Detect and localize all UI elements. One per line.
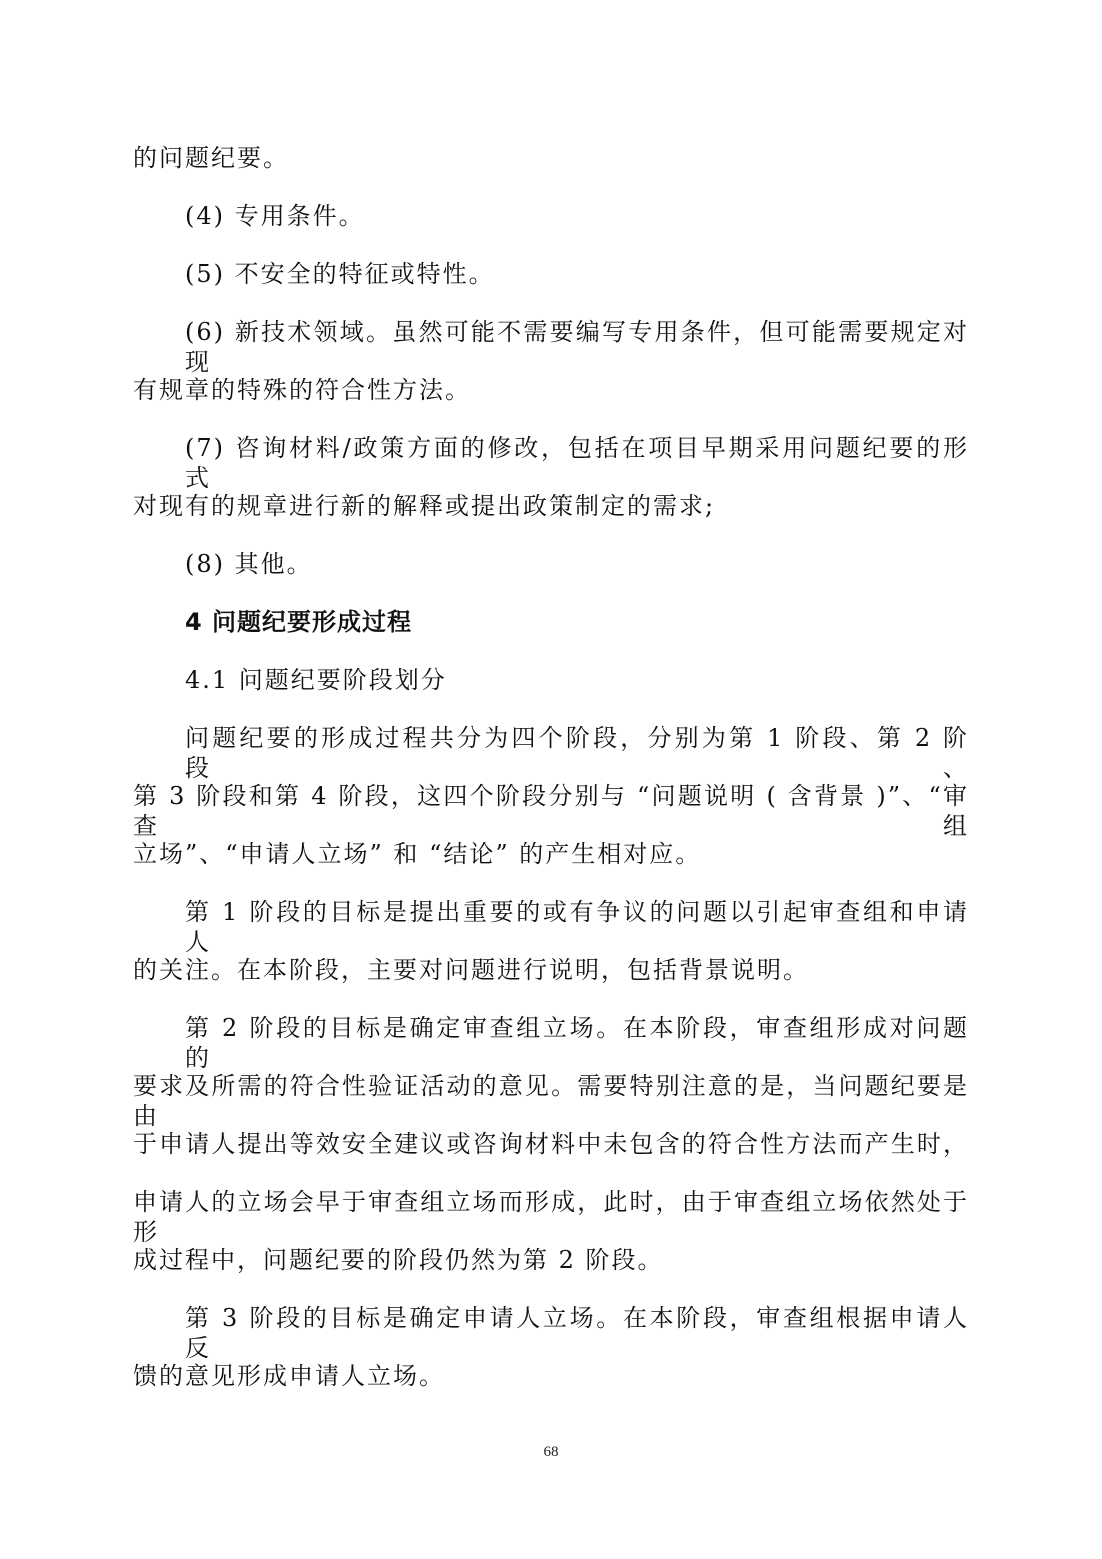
list-item-4: (4) 专用条件。 — [185, 202, 365, 230]
paragraph-line: 馈的意见形成申请人立场。 — [133, 1362, 445, 1390]
text-line: 的问题纪要。 — [133, 144, 289, 172]
list-item-7: (7) 咨询材料/政策方面的修改，包括在项目早期采用问题纪要的形式 — [185, 434, 969, 492]
paragraph-line: 要求及所需的符合性验证活动的意见。需要特别注意的是，当问题纪要是由 — [133, 1072, 969, 1130]
paragraph-line: 第 1 阶段的目标是提出重要的或有争议的问题以引起审查组和申请人 — [185, 898, 969, 956]
list-item-5: (5) 不安全的特征或特性。 — [185, 260, 495, 288]
paragraph-line: 第 3 阶段的目标是确定申请人立场。在本阶段，审查组根据申请人反 — [185, 1304, 969, 1362]
paragraph-line: 问题纪要的形成过程共分为四个阶段，分别为第 1 阶段、第 2 阶段、 — [185, 724, 969, 782]
paragraph-line: 第 2 阶段的目标是确定审查组立场。在本阶段，审查组形成对问题的 — [185, 1014, 969, 1072]
list-item-6: (6) 新技术领域。虽然可能不需要编写专用条件，但可能需要规定对现 — [185, 318, 969, 376]
paragraph-line: 立场”、“申请人立场” 和 “结论” 的产生相对应。 — [133, 840, 702, 868]
paragraph-line: 第 3 阶段和第 4 阶段，这四个阶段分别与 “问题说明 ( 含背景 )”、“审查组 — [133, 782, 969, 840]
text-line: 有规章的特殊的符合性方法。 — [133, 376, 471, 404]
subsection-heading: 4.1 问题纪要阶段划分 — [185, 666, 447, 694]
paragraph-line: 成过程中，问题纪要的阶段仍然为第 2 阶段。 — [133, 1246, 664, 1274]
paragraph-line: 申请人的立场会早于审查组立场而形成，此时，由于审查组立场依然处于形 — [133, 1188, 969, 1246]
text-line: 对现有的规章进行新的解释或提出政策制定的需求; — [133, 492, 716, 520]
paragraph-line: 于申请人提出等效安全建议或咨询材料中未包含的符合性方法而产生时， — [133, 1130, 969, 1158]
paragraph-line: 的关注。在本阶段，主要对问题进行说明，包括背景说明。 — [133, 956, 809, 984]
page-number: 68 — [543, 1444, 559, 1460]
section-heading: 4 问题纪要形成过程 — [185, 608, 413, 636]
list-item-8: (8) 其他。 — [185, 550, 313, 578]
